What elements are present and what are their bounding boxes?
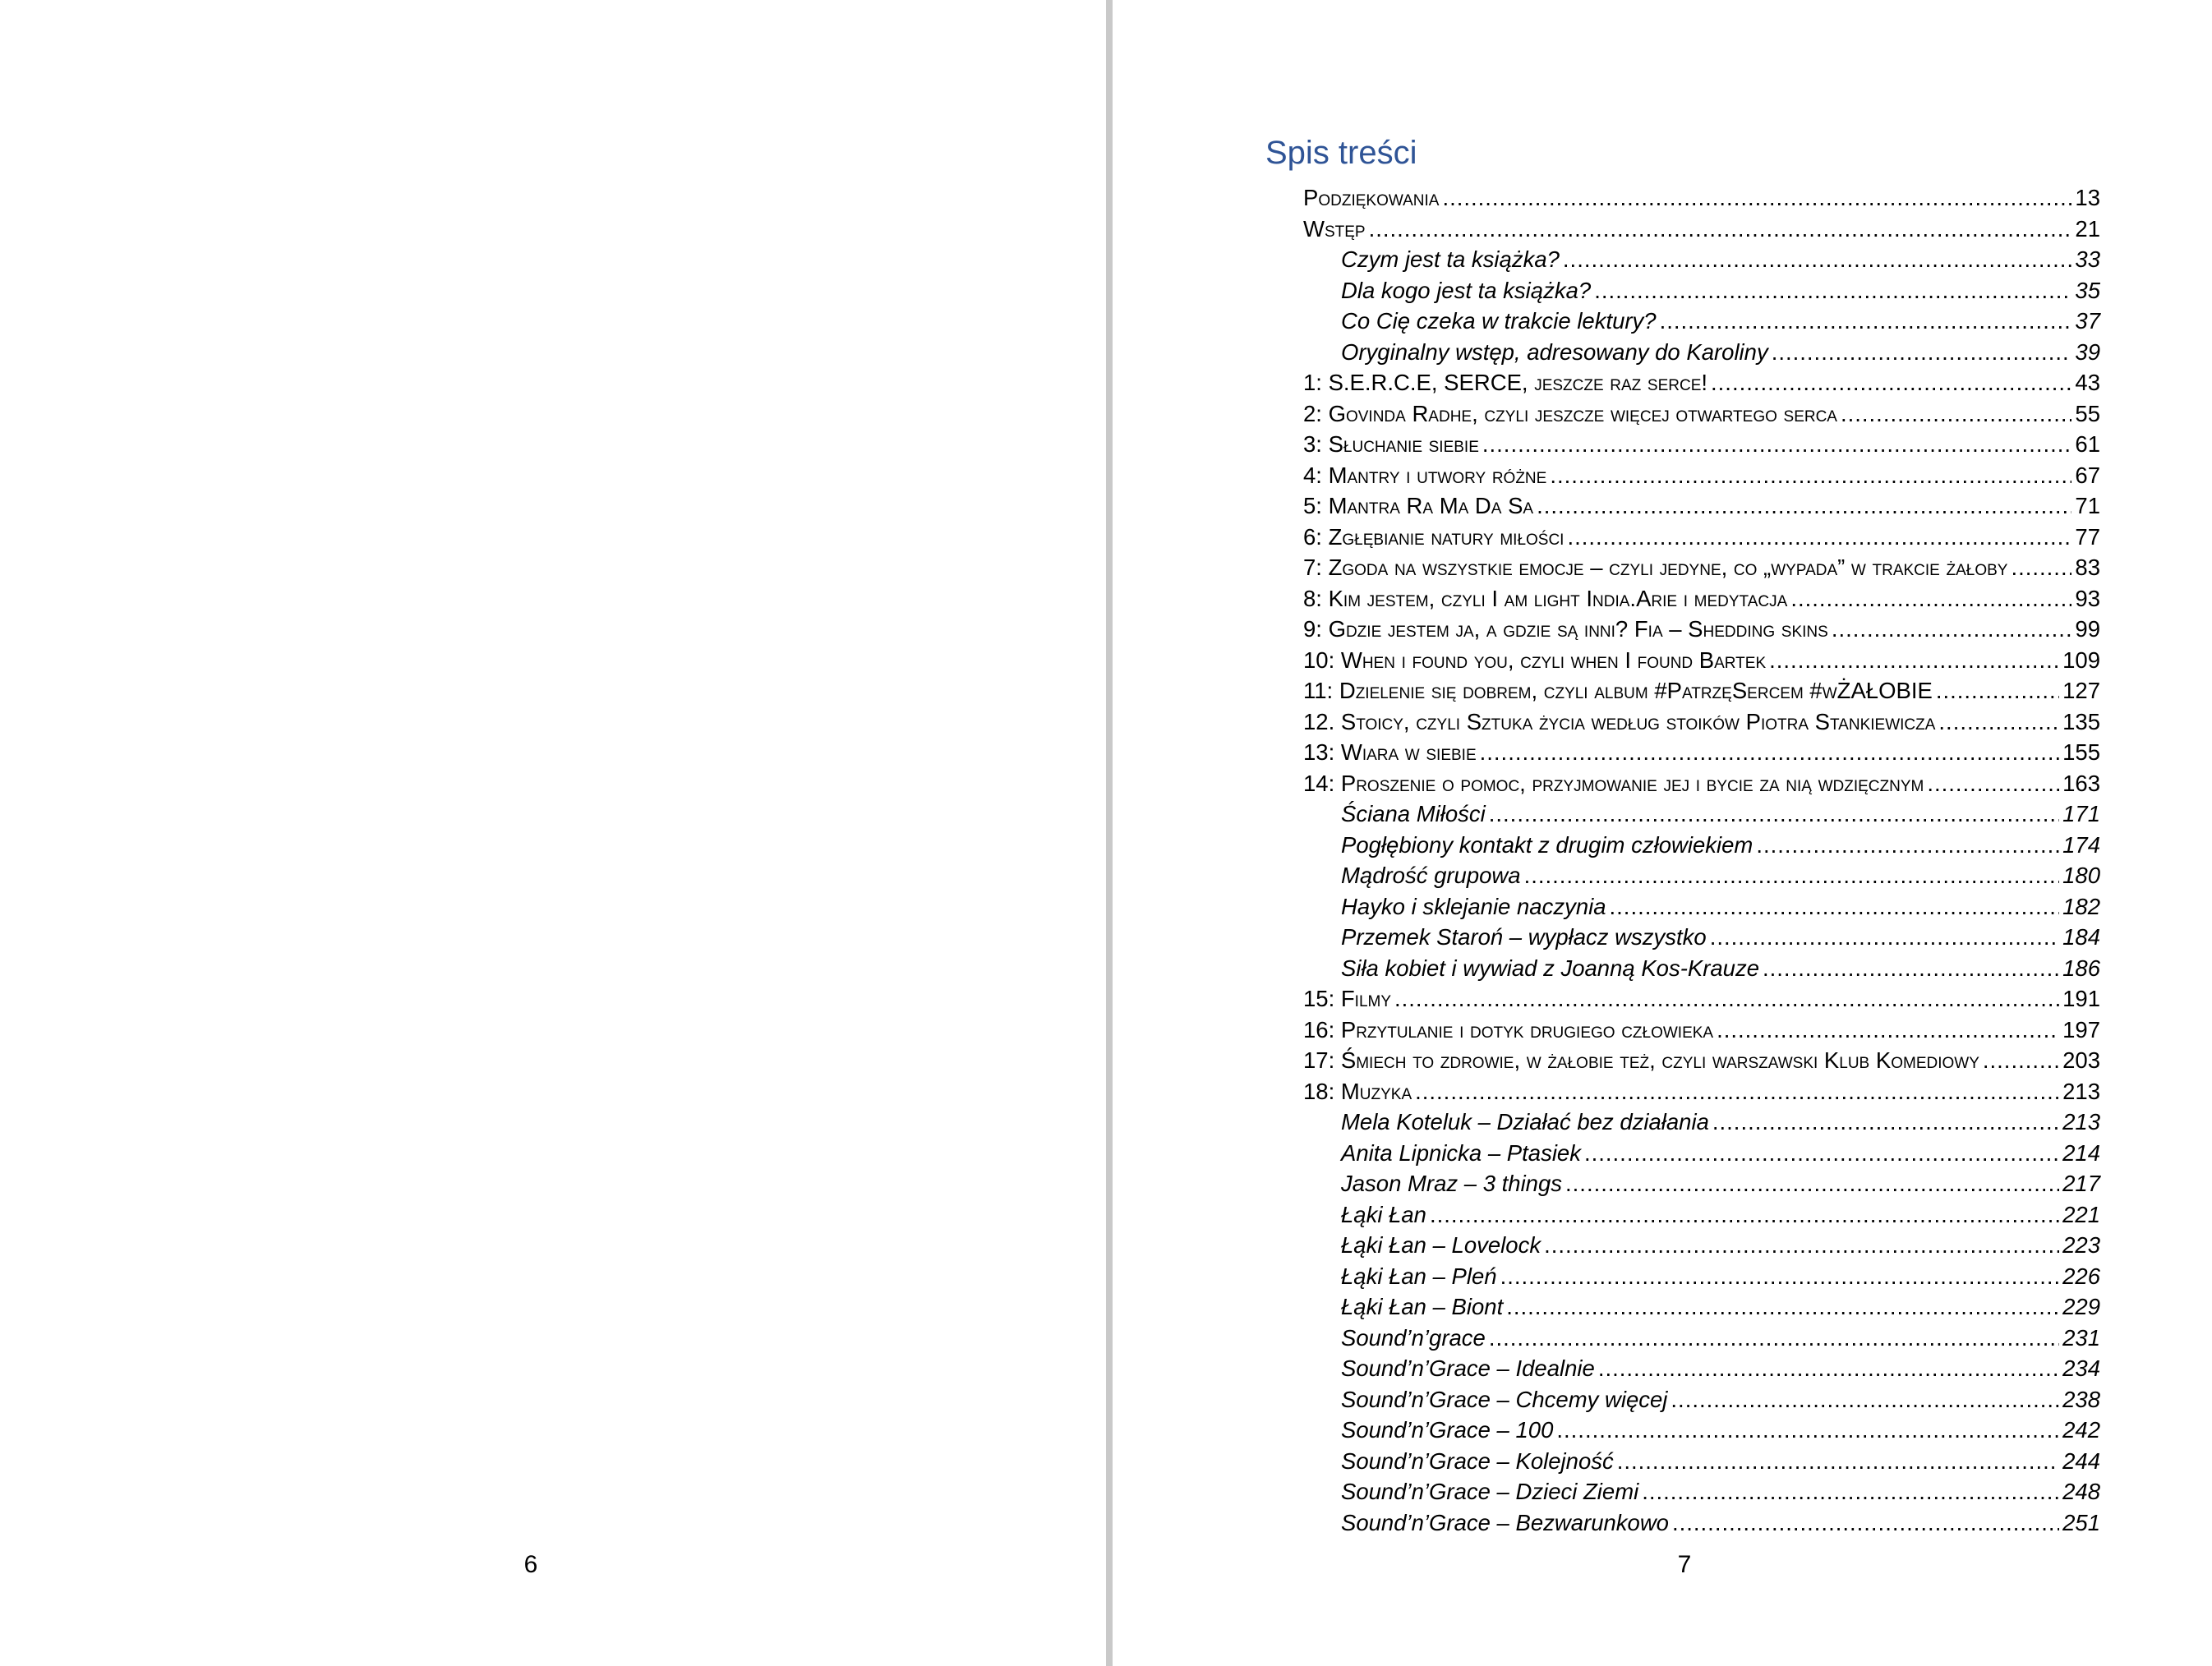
toc-entry-title: 1: S.E.R.C.E, SERCE, jeszcze raz serce! <box>1303 370 1708 395</box>
toc-entry-page: 234 <box>2062 1355 2100 1381</box>
toc-entry-page: 155 <box>2062 739 2100 765</box>
toc-entry[interactable] <box>1303 583 2100 614</box>
dot-leader <box>1565 1168 2059 1199</box>
toc-entry[interactable] <box>1341 1415 2100 1446</box>
dot-leader <box>1769 645 2059 676</box>
toc-entry-title: Ściana Miłości <box>1341 801 1486 826</box>
toc-entry[interactable] <box>1303 768 2100 799</box>
toc-entry[interactable] <box>1341 275 2100 306</box>
toc-entry[interactable] <box>1341 1446 2100 1477</box>
toc-entry-page: 21 <box>2075 215 2100 242</box>
toc-entry[interactable] <box>1303 214 2100 245</box>
toc-entry-page: 251 <box>2062 1509 2100 1535</box>
toc-entry-title: 16: Przytulanie i dotyk drugiego człowieka <box>1303 1016 1714 1042</box>
toc-entry-page: 83 <box>2075 555 2100 580</box>
toc-entry-title: 18: Muzyka <box>1303 1078 1412 1104</box>
toc-entry[interactable] <box>1303 490 2100 522</box>
toc-entry-title: Hayko i sklejanie naczynia <box>1341 893 1606 919</box>
toc-entry-title: Dla kogo jest ta książka? <box>1341 277 1592 303</box>
dot-leader <box>1489 1323 2059 1354</box>
toc-entry-page: 182 <box>2062 893 2100 919</box>
toc-entry[interactable] <box>1303 1045 2100 1076</box>
toc-entry-title: 9: Gdzie jestem ja, a gdzie są inni? Fia – Shedding skins <box>1303 616 1828 642</box>
toc-entry-page: 221 <box>2062 1201 2100 1227</box>
toc-entry-title: 14: Proszenie o pomoc, przyjmowanie jej i bycie za nią wdzięcznym <box>1303 770 1924 796</box>
toc-entry-page: 213 <box>2062 1078 2100 1104</box>
toc-entry-page: 55 <box>2075 400 2100 426</box>
dot-leader <box>1642 1476 2059 1507</box>
toc-entry-title: Oryginalny wstęp, adresowany do Karoliny <box>1341 338 1768 365</box>
toc-entry-page: 67 <box>2075 462 2100 488</box>
toc-entry[interactable] <box>1303 552 2100 583</box>
toc-entry[interactable] <box>1341 860 2100 891</box>
toc-entry-title: Sound’n’Grace – 100 <box>1341 1417 1554 1443</box>
toc-entry-title: Sound’n’Grace – Kolejność <box>1341 1447 1614 1474</box>
toc-entry-page: 43 <box>2075 370 2100 395</box>
toc-entry-page: 223 <box>2062 1232 2100 1258</box>
toc-entry-page: 61 <box>2075 431 2100 457</box>
toc-entry[interactable] <box>1341 1323 2100 1354</box>
toc-entry[interactable] <box>1341 1291 2100 1323</box>
toc-entry[interactable] <box>1341 1107 2100 1138</box>
dot-leader <box>1567 522 2071 553</box>
toc-entry-page: 93 <box>2075 585 2100 611</box>
toc-entry-title: Mądrość grupowa <box>1341 863 1521 888</box>
page-number: 7 <box>1677 1551 1692 1578</box>
toc-entry[interactable] <box>1303 182 2100 214</box>
toc-entry-page: 248 <box>2062 1479 2100 1504</box>
toc-entry-title: Mela Koteluk – Działać bez działania <box>1341 1109 1709 1134</box>
toc-entry-title: Wstęp <box>1303 215 1366 242</box>
toc-entry-title: Podziękowania <box>1303 185 1440 210</box>
toc-entry[interactable] <box>1303 522 2100 553</box>
toc-entry[interactable] <box>1303 1076 2100 1107</box>
toc-entry-page: 197 <box>2062 1016 2100 1042</box>
dot-leader <box>1717 1015 2059 1046</box>
dot-leader <box>1983 1045 2059 1076</box>
dot-leader <box>1594 275 2071 306</box>
toc-entry-title: Sound’n’Grace – Dzieci Ziemi <box>1341 1479 1639 1504</box>
dot-leader <box>1537 490 2071 522</box>
toc-heading: Spis treści <box>1265 135 1417 171</box>
toc-entry-page: 77 <box>2075 523 2100 550</box>
toc-entry[interactable] <box>1303 737 2100 768</box>
toc-entry-page: 163 <box>2062 770 2100 796</box>
toc-entry-title: Łąki Łan – Biont <box>1341 1294 1504 1319</box>
toc-entry[interactable] <box>1303 675 2100 706</box>
toc-entry-page: 238 <box>2062 1386 2100 1412</box>
toc-entry[interactable] <box>1341 922 2100 953</box>
toc-entry-page: 109 <box>2062 647 2100 673</box>
toc-entry-title: 7: Zgoda na wszystkie emocje – czyli jedyne, co „wypada” w trakcie żałoby <box>1303 555 2008 580</box>
dot-leader <box>1544 1230 2059 1261</box>
toc-entry[interactable] <box>1341 1384 2100 1415</box>
toc-entry[interactable] <box>1303 460 2100 491</box>
toc-entry[interactable] <box>1341 337 2100 368</box>
toc-entry[interactable] <box>1303 429 2100 460</box>
toc-entry[interactable] <box>1341 306 2100 337</box>
toc-entry-title: Sound’n’grace <box>1341 1324 1486 1351</box>
dot-leader <box>1430 1199 2059 1231</box>
toc-entry[interactable] <box>1303 645 2100 676</box>
toc-entry-page: 13 <box>2075 185 2100 210</box>
toc-entry-title: 10: When i found you, czyli when I found Bartek <box>1303 647 1767 673</box>
toc-entry-title: 12. Stoicy, czyli Sztuka życia według stoików Piotra Stankiewicza <box>1303 708 1936 734</box>
dot-leader <box>1415 1076 2059 1107</box>
toc-entry[interactable] <box>1303 706 2100 738</box>
toc-entry-page: 33 <box>2075 246 2100 272</box>
toc-entry-title: 11: Dzielenie się dobrem, czyli album #PatrzęSercem #wŻAŁOBIE <box>1303 678 1933 703</box>
toc-entry-title: 17: Śmiech to zdrowie, w żałobie też, czyli warszawski Klub Komediowy <box>1303 1047 1979 1073</box>
dot-leader <box>1763 953 2059 984</box>
toc-entry-title: 3: Słuchanie siebie <box>1303 431 1479 457</box>
toc-entry-page: 231 <box>2062 1324 2100 1351</box>
toc-entry[interactable] <box>1303 1015 2100 1046</box>
dot-leader <box>1482 429 2072 460</box>
toc-entry-title: Łąki Łan – Pleń <box>1341 1263 1497 1289</box>
toc-entry-page: 135 <box>2062 708 2100 734</box>
toc-entry-title: Czym jest ta książka? <box>1341 246 1560 272</box>
dot-leader <box>1832 614 2072 645</box>
dot-leader <box>1480 737 2059 768</box>
toc-entry-title: 4: Mantry i utwory różne <box>1303 462 1547 488</box>
toc-entry-title: 5: Mantra Ra Ma Da Sa <box>1303 493 1534 518</box>
dot-leader <box>1712 1107 2059 1138</box>
toc-entry-page: 203 <box>2062 1047 2100 1073</box>
toc-entry-title: Łąki Łan <box>1341 1201 1426 1227</box>
toc-entry-title: Co Cię czeka w trakcie lektury? <box>1341 308 1657 334</box>
dot-leader <box>1598 1353 2059 1384</box>
right-page <box>1113 0 2212 1666</box>
toc-entry[interactable] <box>1303 398 2100 430</box>
toc-entry-title: 2: Govinda Radhe, czyli jeszcze więcej otwartego serca <box>1303 400 1837 426</box>
toc-entry-page: 171 <box>2062 801 2100 826</box>
dot-leader <box>1524 860 2060 891</box>
toc-entry[interactable] <box>1303 614 2100 645</box>
page-number: 6 <box>523 1551 538 1578</box>
toc-entry[interactable] <box>1341 1230 2100 1261</box>
dot-leader <box>1610 891 2060 923</box>
dot-leader <box>1500 1261 2060 1292</box>
dot-leader <box>1369 214 2072 245</box>
toc-entry[interactable] <box>1341 244 2100 275</box>
toc-entry[interactable] <box>1341 1168 2100 1199</box>
dot-leader <box>1584 1138 2059 1169</box>
toc-entry-page: 191 <box>2062 986 2100 1011</box>
toc-entry-page: 242 <box>2062 1417 2100 1443</box>
toc-entry-page: 244 <box>2062 1447 2100 1474</box>
toc-entry-title: 8: Kim jestem, czyli I am light India.Arie i medytacja <box>1303 585 1788 611</box>
toc-entry-title: Łąki Łan – Lovelock <box>1341 1232 1541 1258</box>
toc-entry-page: 174 <box>2062 831 2100 858</box>
toc-entry[interactable] <box>1341 830 2100 861</box>
toc-entry[interactable] <box>1303 367 2100 398</box>
dot-leader <box>1936 675 2059 706</box>
toc-entry-page: 184 <box>2062 924 2100 950</box>
toc-entry-title: 6: Zgłębianie natury miłości <box>1303 523 1565 550</box>
toc-entry[interactable] <box>1341 1353 2100 1384</box>
toc-entry-page: 229 <box>2062 1294 2100 1319</box>
toc-entry-title: Siła kobiet i wywiad z Joanną Kos-Krauze <box>1341 955 1760 981</box>
dot-leader <box>1672 1507 2059 1539</box>
dot-leader <box>1506 1291 2059 1323</box>
toc-entry-title: Anita Lipnicka – Ptasiek <box>1341 1139 1581 1166</box>
dot-leader <box>1756 830 2059 861</box>
toc-entry-page: 214 <box>2062 1139 2100 1166</box>
toc-entry[interactable] <box>1341 798 2100 830</box>
dot-leader <box>1660 306 2072 337</box>
toc-entry-title: Przemek Staroń – wypłacz wszystko <box>1341 924 1707 950</box>
toc-entry-page: 35 <box>2075 277 2100 303</box>
toc-entry-page: 71 <box>2075 493 2100 518</box>
dot-leader <box>1710 922 2059 953</box>
dot-leader <box>1841 398 2071 430</box>
dot-leader <box>1938 706 2059 738</box>
toc-entry-page: 226 <box>2062 1263 2100 1289</box>
toc-entry-title: 13: Wiara w siebie <box>1303 739 1477 765</box>
dot-leader <box>1489 798 2059 830</box>
toc-entry-title: Sound’n’Grace – Bezwarunkowo <box>1341 1509 1669 1535</box>
toc-entry[interactable] <box>1341 1138 2100 1169</box>
toc-entry[interactable] <box>1303 983 2100 1015</box>
dot-leader <box>1790 583 2071 614</box>
toc-entry[interactable] <box>1341 891 2100 923</box>
dot-leader <box>1927 768 2059 799</box>
dot-leader <box>1772 337 2072 368</box>
dot-leader <box>1550 460 2071 491</box>
dot-leader <box>2011 552 2071 583</box>
toc-entry-page: 39 <box>2075 338 2100 365</box>
dot-leader <box>1563 244 2071 275</box>
page-divider <box>1106 0 1113 1666</box>
dot-leader <box>1394 983 2059 1015</box>
toc-entry-page: 37 <box>2075 308 2100 334</box>
toc-entry-page: 217 <box>2062 1171 2100 1196</box>
toc-entry[interactable] <box>1341 1199 2100 1231</box>
dot-leader <box>1617 1446 2059 1477</box>
toc-entry-page: 127 <box>2062 678 2100 703</box>
toc-entry-page: 186 <box>2062 955 2100 981</box>
dot-leader <box>1556 1415 2059 1446</box>
dot-leader <box>1442 182 2071 214</box>
dot-leader <box>1711 367 2071 398</box>
toc-entry[interactable] <box>1341 1507 2100 1539</box>
toc-entry-title: 15: Filmy <box>1303 986 1392 1011</box>
toc-entry-title: Sound’n’Grace – Chcemy więcej <box>1341 1386 1668 1412</box>
toc-entry[interactable] <box>1341 1261 2100 1292</box>
dot-leader <box>1671 1384 2059 1415</box>
toc-entry-page: 213 <box>2062 1109 2100 1134</box>
toc-entry-page: 180 <box>2062 863 2100 888</box>
toc-entry-title: Jason Mraz – 3 things <box>1341 1171 1563 1196</box>
toc-entry-title: Sound’n’Grace – Idealnie <box>1341 1355 1595 1381</box>
toc-entry[interactable] <box>1341 953 2100 984</box>
toc-entry-title: Pogłębiony kontakt z drugim człowiekiem <box>1341 831 1753 858</box>
toc-entry[interactable] <box>1341 1476 2100 1507</box>
toc-entry-page: 99 <box>2075 616 2100 642</box>
